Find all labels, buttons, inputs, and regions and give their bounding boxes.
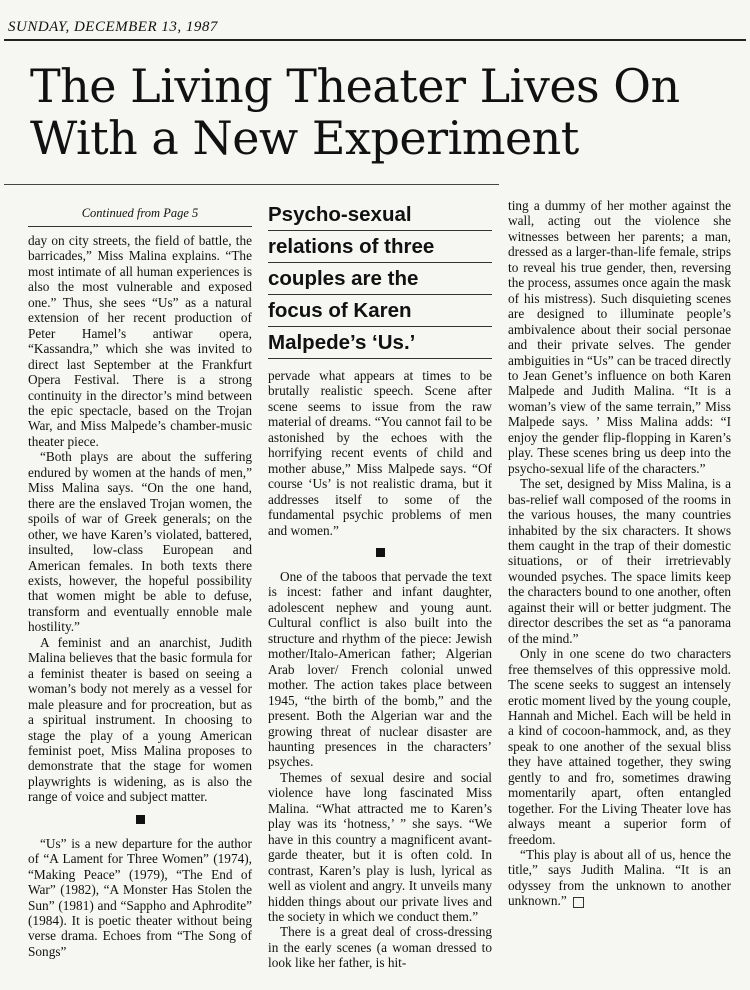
- paragraph: There is a great deal of cross-dressing in the early scenes (a woman dressed to look like her father, is hit-: [268, 924, 492, 971]
- pull-quote: [268, 199, 492, 359]
- headline: [30, 60, 730, 164]
- paragraph: pervade what appears at times to be brutally realistic speech. Scene after scene seems to issue from the raw material of dreams. “You cannot fail to be astonished by the echoes with the horrifying recent events of child and mother abuse,” Miss Malpede says. “Of course ‘Us’ is not realistic drama, but it addresses itself to some of the fundamental psychic problems of men and women.”: [268, 368, 492, 538]
- paragraph: Themes of sexual desire and social violence have long fascinated Miss Malina. “What attracted me to Karen’s play was its ‘hotness,’ ” she says. “We have in this country a magnificent avant-garde theater, but it is often cold. In contrast, Karen’s play is lush, lyrical as well as violent and angry. It unveils many hidden things about our private lives and the society in which we conduct them.”: [268, 769, 492, 924]
- section-divider-square: [136, 815, 145, 824]
- pull-quote-line: focus of Karen: [268, 295, 492, 327]
- pull-quote-line: relations of three: [268, 231, 492, 263]
- pull-quote-line: Psycho-sexual: [268, 199, 492, 231]
- continued-from-label: Continued from Page 5: [81, 206, 199, 220]
- end-mark-icon: [573, 897, 584, 908]
- headline-line-2: With a New Experiment: [30, 111, 579, 165]
- pull-quote-line: Malpede’s ‘Us.’: [268, 327, 492, 359]
- headline-line-1: The Living Theater Lives On: [30, 59, 680, 113]
- paragraph: “Both plays are about the suffering endured by women at the hands of men,” Miss Malina says. “On the one hand, there are the enslaved Trojan women, the spoils of war of Greek generals; on the other, we have Karen’s violated, battered, insulted, low-class European and American females. In both texts there exists, however, the hopeful possibility that women might be able to defuse, transform and eventually ennoble male hostility.”: [28, 449, 252, 635]
- continued-rule: [28, 226, 252, 227]
- article-column-2: [268, 368, 492, 971]
- paragraph: A feminist and an anarchist, Judith Malina believes that the basic formula for a feminist theater is based on seeing a woman’s body not merely as a vessel for male pleasure and for procreation, but as a spiritual instrument. In choosing to stage the play of a young American feminist poet, Miss Malina proposes to demonstrate that the stage for women playwrights is widening, as is also the range of voice and subject matter.: [28, 634, 252, 805]
- paragraph: [508, 847, 731, 909]
- paragraph: One of the taboos that pervade the text is incest: father and infant daughter, adolescent nephew and young aunt. Cultural conflict is also built into the structure and rhythm of the piece: Jewish mother/Italo-American father; Algerian Arab lover/ French colonial unwed mother. The action takes place between 1945, “the birth of the bomb,” and the present. Both the Algerian war and the growing threat of nuclear disaster are haunting presences in the characters’ psyches.: [268, 568, 492, 770]
- paragraph: “Us” is a new departure for the author of “A Lament for Three Women” (1974), “Making Peace” (1979), “The End of War” (1982), “A Monster Has Stolen the Sun” (1981) and “Sappho and Aphrodite” (1984). It is poetic theater without being verse drama. Echoes from “The Song of Songs”: [28, 835, 252, 959]
- closing-paragraph-text: “This play is about all of us, hence the title,” says Judith Malina. “It is an odyssey from the unknown to another unknown.”: [508, 847, 731, 909]
- section-divider-square: [376, 548, 385, 557]
- dateline: SUNDAY, DECEMBER 13, 1987: [8, 19, 218, 35]
- article-column-3: [508, 198, 731, 909]
- top-rule: [4, 39, 746, 41]
- headline-rule: [4, 184, 499, 185]
- paragraph: The set, designed by Miss Malina, is a bas-relief wall composed of the rooms in the various houses, the many countries inhabited by the six characters. It shows them caught in the trap of their domestic situations, or of their irretrievably wounded psyches. The space limits keep the characters bound to one another, often against their will or better judgment. The director describes the set as “a panorama of the mind.”: [508, 476, 731, 646]
- paragraph: Only in one scene do two characters free themselves of this oppressive mold. The scene seeks to suggest an intensely erotic moment lived by the young couple, Hannah and Michel. Each will be held in a kind of cocoon-hammock, and, as they speak to one another of the sexual bliss they have attained together, they swing gently to and fro, sometimes drawing momentarily apart, often entangled together. For the Living Theater love has always meant a superior form of freedom.: [508, 646, 731, 847]
- article-column-1: [28, 233, 252, 959]
- paragraph: ting a dummy of her mother against the wall, acting out the violence she witnesses between her parents; a man, dressed as a larger-than-life female, strips to reveal his true gender, then, reversing the process, assumes once again the mask of his mistress). Such disquieting scenes are designed to illuminate people’s ambivalence about their social personae and their private selves. The gender ambiguities in “Us” can be traced directly to Jean Genet’s influence on both Karen Malpede and Judith Malina. “It is a woman’s view of the same terrain,” Miss Malpede says. ’ Miss Malina adds: “I enjoy the gender flip-flopping in Karen’s play. These scenes bring us deep into the psycho-sexual life of the characters.”: [508, 198, 732, 476]
- pull-quote-line: couples are the: [268, 263, 492, 295]
- paragraph: day on city streets, the field of battle, the barricades,” Miss Malina explains. “The most intimate of all human experiences is also the most vulnerable and exposed one.” Thus, she sees “Us” as a natural extension of her recent production of Peter Hamel’s antiwar opera, “Kassandra,” which she was invited to direct last September at the Frankfurt Opera Festival. There is a strong continuity in the director’s mind between the epic spectacle, based on the Trojan War, and Miss Malpede’s chamber-music theater piece.: [28, 233, 252, 449]
